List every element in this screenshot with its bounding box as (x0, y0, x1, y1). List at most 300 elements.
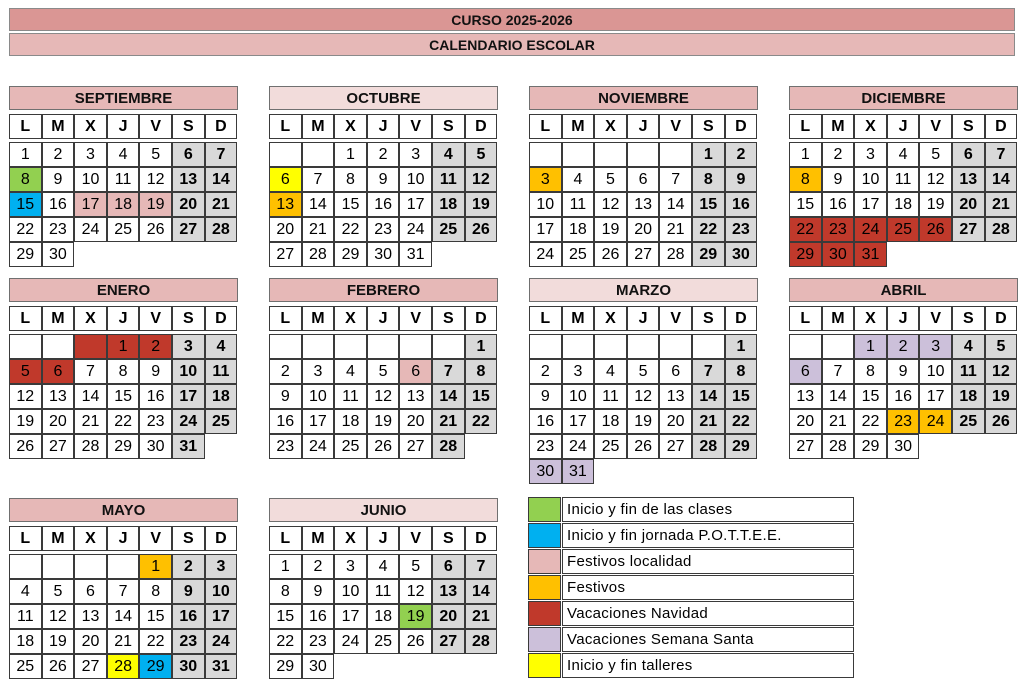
day-cell: 20 (952, 192, 985, 217)
day-cell: 17 (172, 384, 205, 409)
day-cell: 16 (725, 192, 758, 217)
weekday-header: V (659, 114, 692, 139)
day-cell: 24 (399, 217, 432, 242)
legend-swatch (528, 653, 561, 678)
day-cell: 30 (822, 242, 855, 267)
legend-label: Festivos (562, 575, 854, 600)
day-cell: 12 (985, 359, 1018, 384)
day-cell: 10 (529, 192, 562, 217)
day-cell: 6 (74, 579, 107, 604)
month-name: ENERO (9, 278, 238, 302)
day-cell: 20 (399, 409, 432, 434)
day-cell: 4 (9, 579, 42, 604)
day-cell: 6 (432, 554, 465, 579)
day-cell: 10 (334, 579, 367, 604)
day-cell: 1 (465, 334, 498, 359)
day-cell: 25 (594, 434, 627, 459)
day-cell: 7 (205, 142, 238, 167)
day-cell: 30 (725, 242, 758, 267)
day-cell: 17 (854, 192, 887, 217)
day-cell: 23 (139, 409, 172, 434)
month-name: ABRIL (789, 278, 1018, 302)
day-cell: 9 (887, 359, 920, 384)
day-cell: 1 (789, 142, 822, 167)
weekday-header: S (172, 526, 205, 551)
day-cell: 27 (399, 434, 432, 459)
empty-day-cell (302, 142, 335, 167)
day-cell: 3 (529, 167, 562, 192)
day-cell: 30 (302, 654, 335, 679)
day-cell: 9 (269, 384, 302, 409)
day-cell: 13 (42, 384, 75, 409)
day-cell: 26 (42, 654, 75, 679)
day-cell: 20 (172, 192, 205, 217)
day-cell: 1 (854, 334, 887, 359)
day-cell: 14 (302, 192, 335, 217)
day-cell: 20 (627, 217, 660, 242)
weekday-header: D (725, 114, 758, 139)
day-cell: 23 (42, 217, 75, 242)
weekday-header: M (302, 306, 335, 331)
empty-day-cell (74, 334, 107, 359)
day-cell: 27 (659, 434, 692, 459)
day-cell: 5 (985, 334, 1018, 359)
day-cell: 21 (74, 409, 107, 434)
day-cell: 18 (205, 384, 238, 409)
day-cell: 5 (9, 359, 42, 384)
day-cell: 27 (172, 217, 205, 242)
course-title: CURSO 2025-2026 (9, 8, 1015, 31)
weekday-header: M (822, 114, 855, 139)
day-cell: 14 (985, 167, 1018, 192)
month-name: FEBRERO (269, 278, 498, 302)
weekday-header: V (139, 114, 172, 139)
weekday-header: V (399, 114, 432, 139)
day-cell: 29 (9, 242, 42, 267)
weekday-header: M (562, 306, 595, 331)
legend-label: Vacaciones Semana Santa (562, 627, 854, 652)
day-cell: 3 (205, 554, 238, 579)
day-cell: 9 (139, 359, 172, 384)
month-name: MAYO (9, 498, 238, 522)
day-cell: 17 (562, 409, 595, 434)
day-cell: 24 (172, 409, 205, 434)
day-cell: 3 (399, 142, 432, 167)
weekday-header: J (887, 114, 920, 139)
day-cell: 11 (952, 359, 985, 384)
day-cell: 3 (562, 359, 595, 384)
legend-label: Festivos localidad (562, 549, 854, 574)
weekday-header: X (74, 114, 107, 139)
day-cell: 12 (919, 167, 952, 192)
day-cell: 17 (334, 604, 367, 629)
day-cell: 19 (465, 192, 498, 217)
day-cell: 8 (139, 579, 172, 604)
day-cell: 26 (594, 242, 627, 267)
day-cell: 22 (269, 629, 302, 654)
weekday-header: J (107, 306, 140, 331)
weekday-header: J (367, 306, 400, 331)
empty-day-cell (334, 334, 367, 359)
day-cell: 16 (139, 384, 172, 409)
weekday-header: J (107, 526, 140, 551)
day-cell: 29 (139, 654, 172, 679)
day-cell: 28 (302, 242, 335, 267)
day-cell: 20 (269, 217, 302, 242)
day-cell: 21 (822, 409, 855, 434)
day-cell: 28 (432, 434, 465, 459)
day-cell: 5 (627, 359, 660, 384)
day-cell: 26 (367, 434, 400, 459)
empty-day-cell (367, 334, 400, 359)
day-cell: 17 (74, 192, 107, 217)
day-cell: 21 (107, 629, 140, 654)
weekday-header: J (367, 526, 400, 551)
day-cell: 25 (367, 629, 400, 654)
day-cell: 12 (465, 167, 498, 192)
empty-day-cell (627, 142, 660, 167)
day-cell: 4 (594, 359, 627, 384)
weekday-header: J (107, 114, 140, 139)
day-cell: 11 (562, 192, 595, 217)
day-cell: 10 (172, 359, 205, 384)
day-cell: 17 (529, 217, 562, 242)
day-cell: 11 (107, 167, 140, 192)
day-cell: 14 (74, 384, 107, 409)
weekday-header: J (627, 306, 660, 331)
day-cell: 9 (172, 579, 205, 604)
day-cell: 23 (367, 217, 400, 242)
empty-day-cell (789, 334, 822, 359)
day-cell: 11 (594, 384, 627, 409)
day-cell: 8 (9, 167, 42, 192)
day-cell: 12 (9, 384, 42, 409)
month-name: DICIEMBRE (789, 86, 1018, 110)
day-cell: 24 (74, 217, 107, 242)
day-cell: 6 (399, 359, 432, 384)
legend-swatch (528, 601, 561, 626)
day-cell: 28 (74, 434, 107, 459)
weekday-header: L (269, 306, 302, 331)
day-cell: 3 (302, 359, 335, 384)
day-cell: 30 (172, 654, 205, 679)
day-cell: 5 (139, 142, 172, 167)
day-cell: 11 (887, 167, 920, 192)
day-cell: 16 (302, 604, 335, 629)
day-cell: 21 (205, 192, 238, 217)
day-cell: 23 (269, 434, 302, 459)
day-cell: 13 (789, 384, 822, 409)
day-cell: 7 (107, 579, 140, 604)
day-cell: 16 (172, 604, 205, 629)
day-cell: 7 (465, 554, 498, 579)
day-cell: 4 (107, 142, 140, 167)
day-cell: 2 (887, 334, 920, 359)
empty-day-cell (269, 142, 302, 167)
day-cell: 14 (205, 167, 238, 192)
weekday-header: V (659, 306, 692, 331)
day-cell: 25 (205, 409, 238, 434)
day-cell: 15 (334, 192, 367, 217)
day-cell: 10 (919, 359, 952, 384)
empty-day-cell (74, 554, 107, 579)
legend-swatch (528, 497, 561, 522)
day-cell: 27 (627, 242, 660, 267)
day-cell: 6 (659, 359, 692, 384)
weekday-header: M (302, 526, 335, 551)
day-cell: 6 (627, 167, 660, 192)
legend-item (528, 523, 854, 548)
day-cell: 9 (725, 167, 758, 192)
day-cell: 20 (74, 629, 107, 654)
day-cell: 30 (887, 434, 920, 459)
day-cell: 18 (334, 409, 367, 434)
day-cell: 29 (789, 242, 822, 267)
day-cell: 11 (9, 604, 42, 629)
day-cell: 9 (42, 167, 75, 192)
weekday-header: X (594, 306, 627, 331)
weekday-header: M (302, 114, 335, 139)
weekday-header: L (269, 114, 302, 139)
day-cell: 25 (9, 654, 42, 679)
day-cell: 5 (594, 167, 627, 192)
day-cell: 23 (172, 629, 205, 654)
day-cell: 13 (399, 384, 432, 409)
day-cell: 19 (919, 192, 952, 217)
day-cell: 19 (42, 629, 75, 654)
day-cell: 19 (399, 604, 432, 629)
day-cell: 8 (789, 167, 822, 192)
day-cell: 17 (302, 409, 335, 434)
day-cell: 4 (367, 554, 400, 579)
day-cell: 17 (205, 604, 238, 629)
day-cell: 10 (302, 384, 335, 409)
day-cell: 8 (465, 359, 498, 384)
weekday-header: S (432, 526, 465, 551)
day-cell: 23 (725, 217, 758, 242)
day-cell: 27 (42, 434, 75, 459)
day-cell: 6 (952, 142, 985, 167)
weekday-header: J (887, 306, 920, 331)
legend-label: Inicio y fin talleres (562, 653, 854, 678)
day-cell: 7 (659, 167, 692, 192)
day-cell: 24 (334, 629, 367, 654)
weekday-header: V (919, 306, 952, 331)
empty-day-cell (9, 554, 42, 579)
day-cell: 11 (205, 359, 238, 384)
weekday-header: D (465, 306, 498, 331)
day-cell: 3 (334, 554, 367, 579)
empty-day-cell (692, 334, 725, 359)
day-cell: 12 (367, 384, 400, 409)
weekday-header: S (432, 114, 465, 139)
day-cell: 17 (399, 192, 432, 217)
day-cell: 31 (562, 459, 595, 484)
legend-item (528, 601, 854, 626)
day-cell: 25 (334, 434, 367, 459)
day-cell: 8 (692, 167, 725, 192)
empty-day-cell (659, 142, 692, 167)
day-cell: 5 (367, 359, 400, 384)
day-cell: 1 (269, 554, 302, 579)
empty-day-cell (107, 554, 140, 579)
empty-day-cell (302, 334, 335, 359)
day-cell: 8 (107, 359, 140, 384)
day-cell: 8 (854, 359, 887, 384)
weekday-header: L (9, 114, 42, 139)
day-cell: 29 (725, 434, 758, 459)
weekday-header: S (172, 114, 205, 139)
day-cell: 26 (627, 434, 660, 459)
weekday-header: J (627, 114, 660, 139)
legend-label: Inicio y fin de las clases (562, 497, 854, 522)
calendar-subtitle: CALENDARIO ESCOLAR (9, 33, 1015, 56)
day-cell: 15 (692, 192, 725, 217)
day-cell: 18 (594, 409, 627, 434)
day-cell: 3 (919, 334, 952, 359)
empty-day-cell (529, 334, 562, 359)
day-cell: 23 (887, 409, 920, 434)
day-cell: 11 (367, 579, 400, 604)
weekday-header: X (334, 526, 367, 551)
day-cell: 30 (529, 459, 562, 484)
day-cell: 20 (432, 604, 465, 629)
empty-day-cell (659, 334, 692, 359)
day-cell: 14 (822, 384, 855, 409)
day-cell: 10 (74, 167, 107, 192)
weekday-header: V (399, 306, 432, 331)
day-cell: 25 (562, 242, 595, 267)
day-cell: 18 (9, 629, 42, 654)
day-cell: 2 (172, 554, 205, 579)
day-cell: 24 (529, 242, 562, 267)
day-cell: 21 (432, 409, 465, 434)
day-cell: 26 (139, 217, 172, 242)
day-cell: 19 (594, 217, 627, 242)
day-cell: 22 (789, 217, 822, 242)
weekday-header: X (74, 306, 107, 331)
day-cell: 10 (562, 384, 595, 409)
empty-day-cell (42, 334, 75, 359)
day-cell: 22 (692, 217, 725, 242)
weekday-header: S (692, 114, 725, 139)
day-cell: 16 (822, 192, 855, 217)
day-cell: 24 (205, 629, 238, 654)
day-cell: 28 (692, 434, 725, 459)
day-cell: 22 (465, 409, 498, 434)
day-cell: 14 (692, 384, 725, 409)
day-cell: 15 (139, 604, 172, 629)
day-cell: 13 (172, 167, 205, 192)
day-cell: 24 (854, 217, 887, 242)
day-cell: 28 (985, 217, 1018, 242)
day-cell: 11 (334, 384, 367, 409)
weekday-header: X (334, 114, 367, 139)
weekday-header: L (529, 306, 562, 331)
day-cell: 3 (172, 334, 205, 359)
day-cell: 27 (74, 654, 107, 679)
day-cell: 26 (985, 409, 1018, 434)
day-cell: 2 (367, 142, 400, 167)
day-cell: 31 (854, 242, 887, 267)
day-cell: 18 (432, 192, 465, 217)
day-cell: 19 (139, 192, 172, 217)
day-cell: 13 (659, 384, 692, 409)
day-cell: 22 (854, 409, 887, 434)
day-cell: 7 (692, 359, 725, 384)
weekday-header: L (269, 526, 302, 551)
weekday-header: M (42, 526, 75, 551)
day-cell: 22 (725, 409, 758, 434)
day-cell: 15 (854, 384, 887, 409)
day-cell: 26 (399, 629, 432, 654)
day-cell: 10 (854, 167, 887, 192)
day-cell: 12 (594, 192, 627, 217)
day-cell: 26 (9, 434, 42, 459)
day-cell: 1 (692, 142, 725, 167)
day-cell: 29 (854, 434, 887, 459)
month-name: MARZO (529, 278, 758, 302)
day-cell: 22 (139, 629, 172, 654)
empty-day-cell (269, 334, 302, 359)
day-cell: 22 (9, 217, 42, 242)
day-cell: 9 (822, 167, 855, 192)
day-cell: 16 (42, 192, 75, 217)
day-cell: 30 (42, 242, 75, 267)
day-cell: 12 (42, 604, 75, 629)
weekday-header: L (9, 526, 42, 551)
day-cell: 16 (367, 192, 400, 217)
day-cell: 21 (465, 604, 498, 629)
day-cell: 25 (107, 217, 140, 242)
day-cell: 16 (269, 409, 302, 434)
empty-day-cell (562, 334, 595, 359)
weekday-header: S (952, 306, 985, 331)
day-cell: 18 (367, 604, 400, 629)
legend-swatch (528, 549, 561, 574)
day-cell: 29 (269, 654, 302, 679)
day-cell: 21 (659, 217, 692, 242)
month-name: NOVIEMBRE (529, 86, 758, 110)
empty-day-cell (822, 334, 855, 359)
day-cell: 31 (205, 654, 238, 679)
day-cell: 9 (367, 167, 400, 192)
day-cell: 8 (269, 579, 302, 604)
day-cell: 15 (465, 384, 498, 409)
day-cell: 3 (74, 142, 107, 167)
day-cell: 1 (139, 554, 172, 579)
day-cell: 23 (302, 629, 335, 654)
day-cell: 21 (692, 409, 725, 434)
day-cell: 15 (725, 384, 758, 409)
day-cell: 14 (659, 192, 692, 217)
day-cell: 25 (952, 409, 985, 434)
day-cell: 27 (432, 629, 465, 654)
day-cell: 15 (107, 384, 140, 409)
day-cell: 24 (919, 409, 952, 434)
empty-day-cell (627, 334, 660, 359)
day-cell: 28 (659, 242, 692, 267)
day-cell: 1 (9, 142, 42, 167)
day-cell: 31 (172, 434, 205, 459)
weekday-header: V (399, 526, 432, 551)
empty-day-cell (594, 142, 627, 167)
day-cell: 13 (627, 192, 660, 217)
weekday-header: X (74, 526, 107, 551)
weekday-header: D (465, 114, 498, 139)
day-cell: 4 (887, 142, 920, 167)
day-cell: 1 (725, 334, 758, 359)
